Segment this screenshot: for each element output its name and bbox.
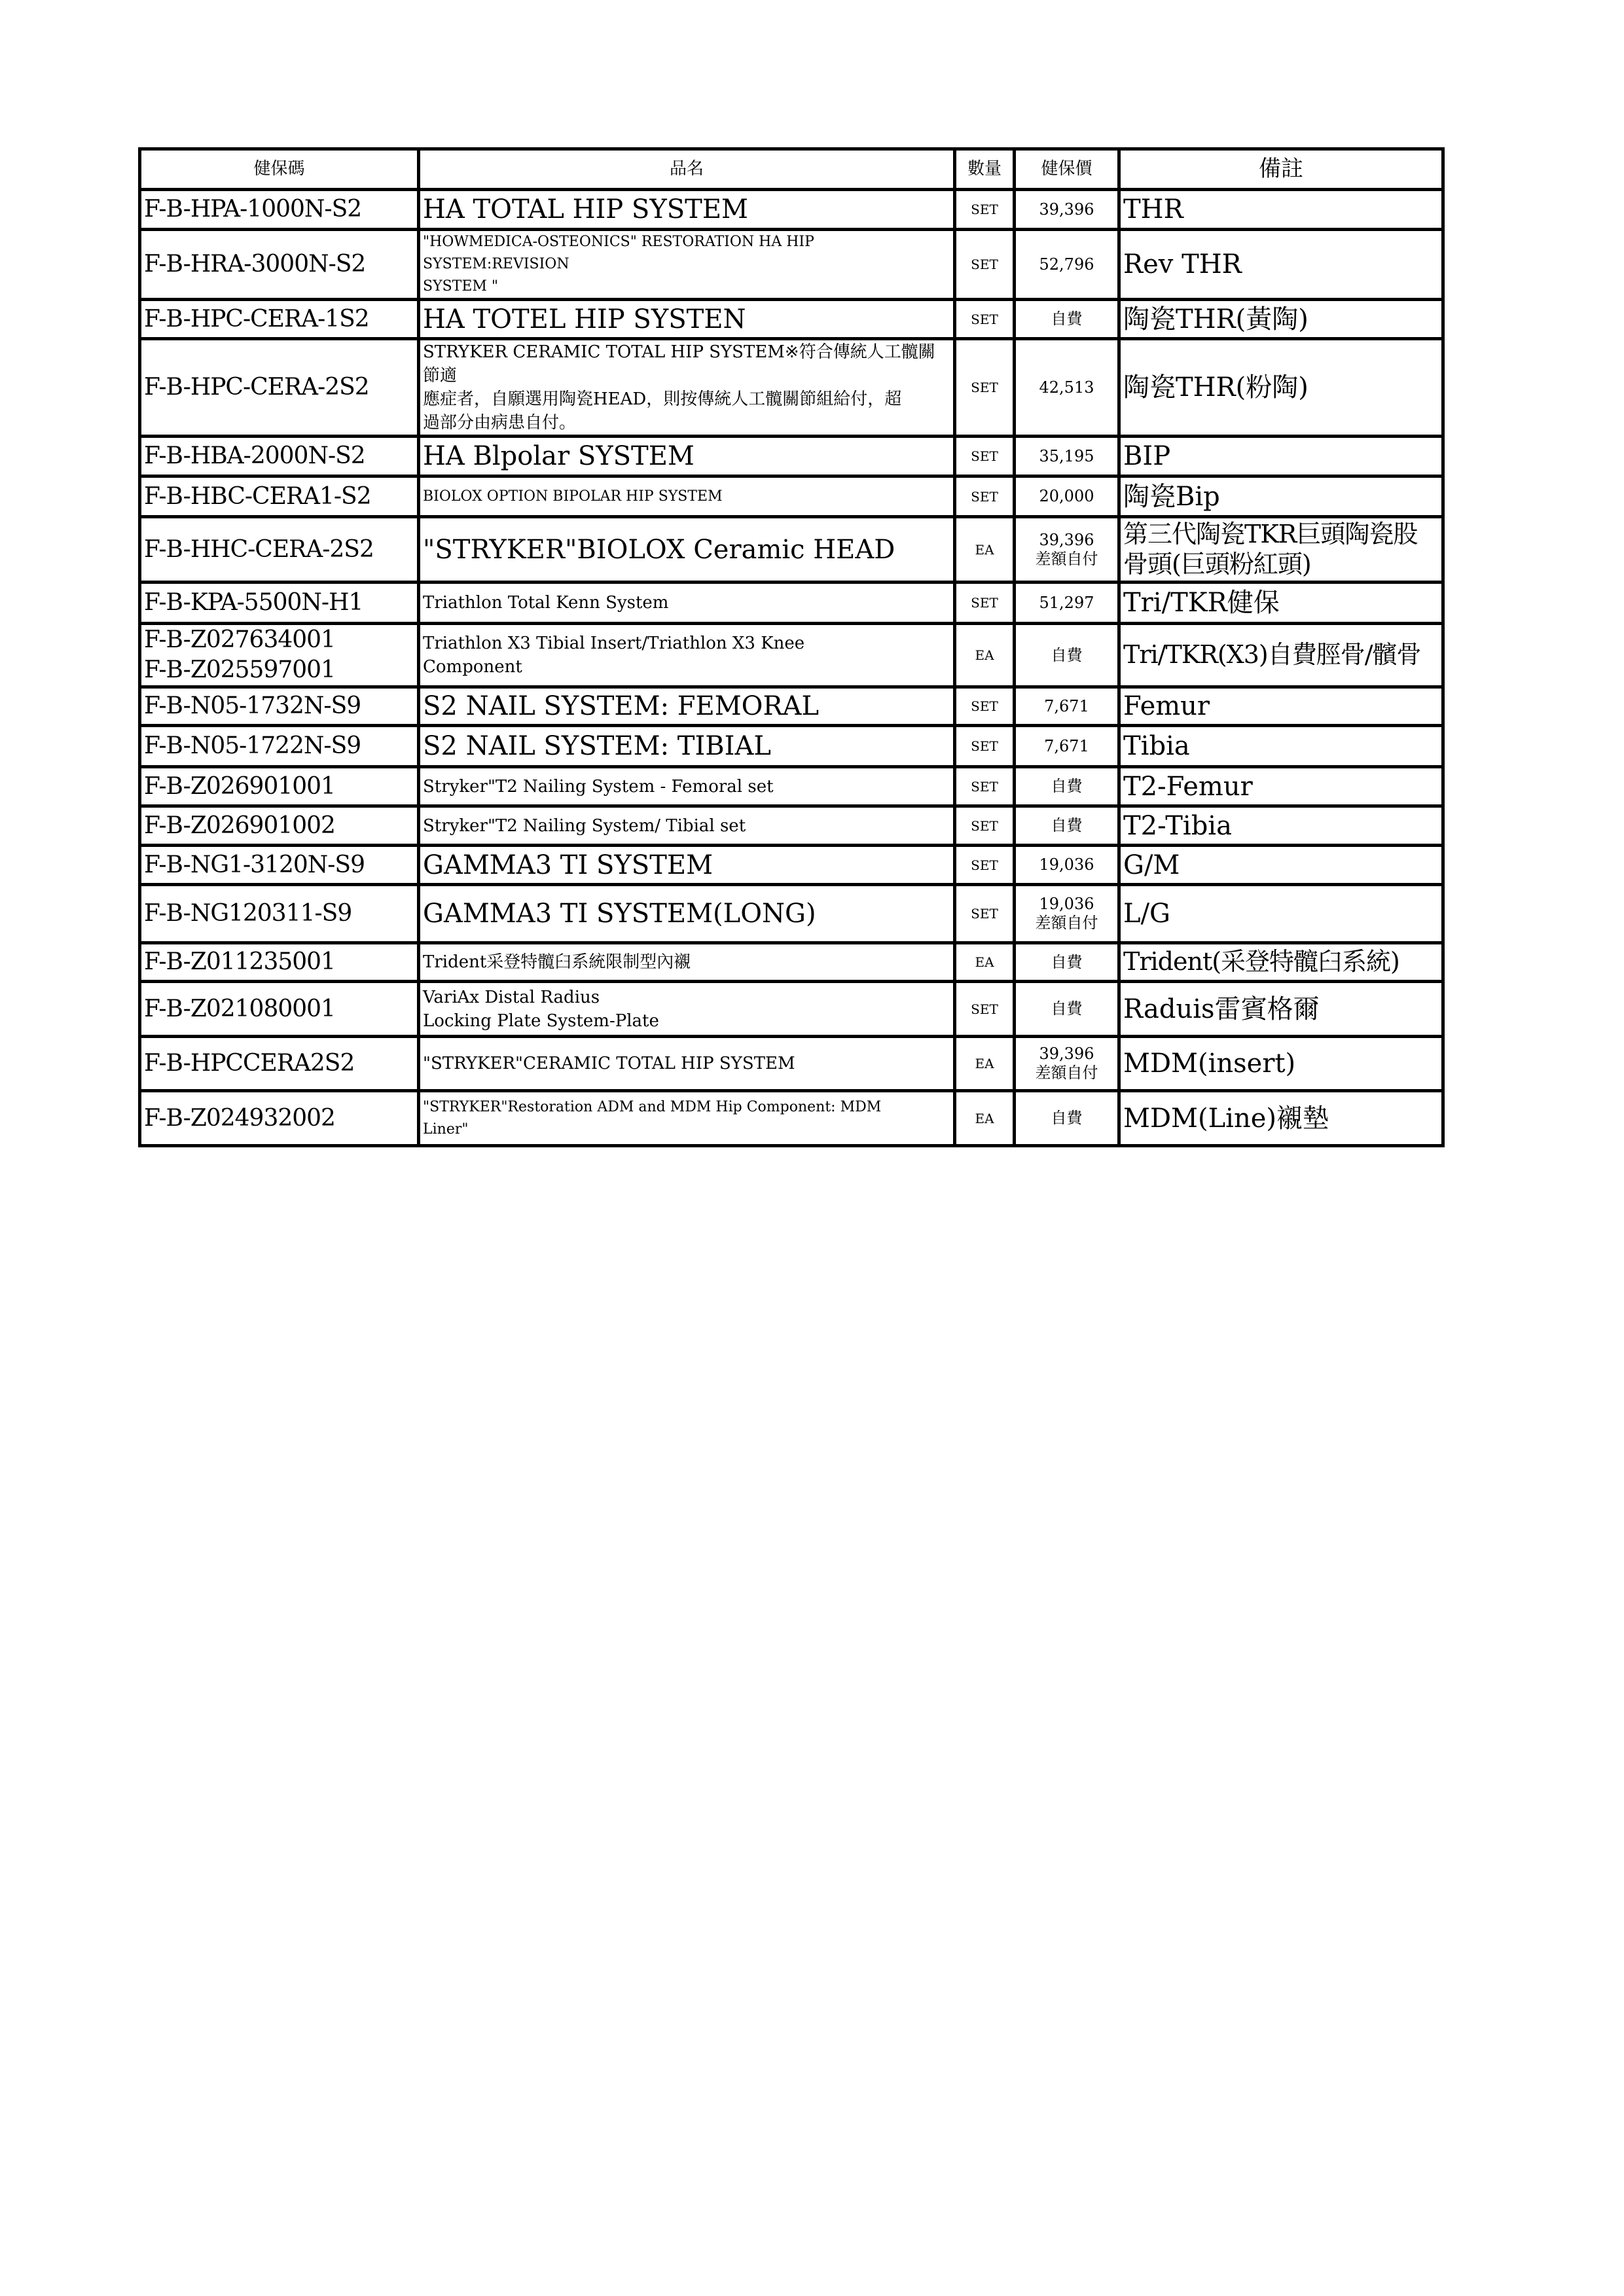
name-cell: HA TOTEL HIP SYSTEN — [419, 300, 955, 339]
note-cell: T2-Femur — [1119, 767, 1443, 806]
code-cell: F-B-HRA-3000N-S2 — [140, 230, 419, 300]
code-cell: F-B-Z011235001 — [140, 943, 419, 982]
name-cell: GAMMA3 TI SYSTEM — [419, 846, 955, 885]
code-cell: F-B-HPCCERA2S2 — [140, 1037, 419, 1091]
price-cell: 自費 — [1015, 806, 1119, 846]
note-cell: Tri/TKR(X3)自費脛骨/髕骨 — [1119, 624, 1443, 687]
code-cell: F-B-Z021080001 — [140, 982, 419, 1037]
code-cell: F-B-HPA-1000N-S2 — [140, 190, 419, 230]
price-cell: 19,036 — [1015, 846, 1119, 885]
unit-cell: SET — [955, 885, 1015, 943]
note-cell: Raduis雷賓格爾 — [1119, 982, 1443, 1037]
table-row — [140, 230, 1443, 300]
table-row — [140, 190, 1443, 230]
unit-cell: SET — [955, 583, 1015, 624]
name-cell: Stryker"T2 Nailing System/ Tibial set — [419, 806, 955, 846]
price-cell: 19,036 差額自付 — [1015, 885, 1119, 943]
name-cell: Triathlon X3 Tibial Insert/Triathlon X3 Knee Component — [419, 624, 955, 687]
note-cell: MDM(insert) — [1119, 1037, 1443, 1091]
table-row — [140, 687, 1443, 726]
name-cell: HA TOTAL HIP SYSTEM — [419, 190, 955, 230]
table-row — [140, 339, 1443, 437]
code-cell: F-B-HBA-2000N-S2 — [140, 437, 419, 476]
note-cell: MDM(Line)襯墊 — [1119, 1091, 1443, 1146]
unit-cell: SET — [955, 806, 1015, 846]
unit-cell: SET — [955, 846, 1015, 885]
price-cell: 39,396 差額自付 — [1015, 517, 1119, 583]
price-cell: 自費 — [1015, 300, 1119, 339]
price-cell: 52,796 — [1015, 230, 1119, 300]
price-cell: 39,396 差額自付 — [1015, 1037, 1119, 1091]
note-cell: T2-Tibia — [1119, 806, 1443, 846]
header-unit: 數量 — [955, 149, 1015, 190]
table-row — [140, 300, 1443, 339]
unit-cell: EA — [955, 1091, 1015, 1146]
name-cell: "STRYKER"Restoration ADM and MDM Hip Component: MDM Liner" — [419, 1091, 955, 1146]
note-cell: 第三代陶瓷TKR巨頭陶瓷股骨頭(巨頭粉紅頭) — [1119, 517, 1443, 583]
note-cell: Rev THR — [1119, 230, 1443, 300]
note-cell: Tibia — [1119, 726, 1443, 767]
note-cell: 陶瓷Bip — [1119, 476, 1443, 517]
table-row — [140, 1091, 1443, 1146]
code-cell: F-B-NG1-3120N-S9 — [140, 846, 419, 885]
price-cell: 自費 — [1015, 767, 1119, 806]
unit-cell: EA — [955, 517, 1015, 583]
name-cell: Trident采登特髖臼系統限制型內襯 — [419, 943, 955, 982]
table-row — [140, 624, 1443, 687]
price-cell: 51,297 — [1015, 583, 1119, 624]
table-row — [140, 583, 1443, 624]
table-row — [140, 806, 1443, 846]
header-row — [140, 149, 1443, 190]
table-row — [140, 982, 1443, 1037]
note-cell: 陶瓷THR(黃陶) — [1119, 300, 1443, 339]
price-cell: 35,195 — [1015, 437, 1119, 476]
table-row — [140, 1037, 1443, 1091]
code-cell: F-B-HBC-CERA1-S2 — [140, 476, 419, 517]
code-cell: F-B-N05-1732N-S9 — [140, 687, 419, 726]
name-cell: S2 NAIL SYSTEM: FEMORAL — [419, 687, 955, 726]
price-cell: 42,513 — [1015, 339, 1119, 437]
note-cell: BIP — [1119, 437, 1443, 476]
note-cell: Tri/TKR健保 — [1119, 583, 1443, 624]
unit-cell: SET — [955, 982, 1015, 1037]
unit-cell: EA — [955, 624, 1015, 687]
name-cell: VariAx Distal Radius Locking Plate System-Plate — [419, 982, 955, 1037]
unit-cell: EA — [955, 943, 1015, 982]
name-cell: "STRYKER"CERAMIC TOTAL HIP SYSTEM — [419, 1037, 955, 1091]
code-cell: F-B-Z024932002 — [140, 1091, 419, 1146]
code-cell: F-B-HPC-CERA-2S2 — [140, 339, 419, 437]
price-cell: 自費 — [1015, 982, 1119, 1037]
unit-cell: SET — [955, 230, 1015, 300]
unit-cell: SET — [955, 339, 1015, 437]
price-cell: 7,671 — [1015, 726, 1119, 767]
code-cell: F-B-N05-1722N-S9 — [140, 726, 419, 767]
note-cell: 陶瓷THR(粉陶) — [1119, 339, 1443, 437]
price-table — [138, 147, 1445, 1147]
price-cell: 7,671 — [1015, 687, 1119, 726]
name-cell: HA Blpolar SYSTEM — [419, 437, 955, 476]
table-row — [140, 885, 1443, 943]
table-row — [140, 726, 1443, 767]
code-cell: F-B-HHC-CERA-2S2 — [140, 517, 419, 583]
name-cell: STRYKER CERAMIC TOTAL HIP SYSTEM※符合傳統人工髖關節適 應症者，自願選用陶瓷HEAD，則按傳統人工髖關節組給付，超 過部分由病患自付。 — [419, 339, 955, 437]
name-cell: "HOWMEDICA-OSTEONICS" RESTORATION HA HIP SYSTEM:REVISION SYSTEM " — [419, 230, 955, 300]
note-cell: THR — [1119, 190, 1443, 230]
note-cell: L/G — [1119, 885, 1443, 943]
table-row — [140, 476, 1443, 517]
unit-cell: SET — [955, 300, 1015, 339]
table-row — [140, 437, 1443, 476]
code-cell: F-B-Z026901001 — [140, 767, 419, 806]
price-cell: 自費 — [1015, 943, 1119, 982]
unit-cell: SET — [955, 476, 1015, 517]
table-row — [140, 517, 1443, 583]
name-cell: BIOLOX OPTION BIPOLAR HIP SYSTEM — [419, 476, 955, 517]
name-cell: GAMMA3 TI SYSTEM(LONG) — [419, 885, 955, 943]
code-cell: F-B-Z026901002 — [140, 806, 419, 846]
table-row — [140, 767, 1443, 806]
name-cell: Stryker"T2 Nailing System - Femoral set — [419, 767, 955, 806]
header-code: 健保碼 — [140, 149, 419, 190]
header-price: 健保價 — [1015, 149, 1119, 190]
code-cell: F-B-NG120311-S9 — [140, 885, 419, 943]
unit-cell: SET — [955, 190, 1015, 230]
unit-cell: SET — [955, 726, 1015, 767]
table-row — [140, 943, 1443, 982]
header-name: 品名 — [419, 149, 955, 190]
price-cell: 39,396 — [1015, 190, 1119, 230]
note-cell: Trident(采登特髖臼系統) — [1119, 943, 1443, 982]
unit-cell: SET — [955, 437, 1015, 476]
name-cell: S2 NAIL SYSTEM: TIBIAL — [419, 726, 955, 767]
unit-cell: SET — [955, 767, 1015, 806]
code-cell: F-B-HPC-CERA-1S2 — [140, 300, 419, 339]
code-cell: F-B-Z027634001 F-B-Z025597001 — [140, 624, 419, 687]
price-cell: 20,000 — [1015, 476, 1119, 517]
note-cell: G/M — [1119, 846, 1443, 885]
name-cell: "STRYKER"BIOLOX Ceramic HEAD — [419, 517, 955, 583]
note-cell: Femur — [1119, 687, 1443, 726]
unit-cell: SET — [955, 687, 1015, 726]
price-cell: 自費 — [1015, 624, 1119, 687]
unit-cell: EA — [955, 1037, 1015, 1091]
header-note: 備註 — [1119, 149, 1443, 190]
code-cell: F-B-KPA-5500N-H1 — [140, 583, 419, 624]
price-cell: 自費 — [1015, 1091, 1119, 1146]
name-cell: Triathlon Total Kenn System — [419, 583, 955, 624]
table-row — [140, 846, 1443, 885]
